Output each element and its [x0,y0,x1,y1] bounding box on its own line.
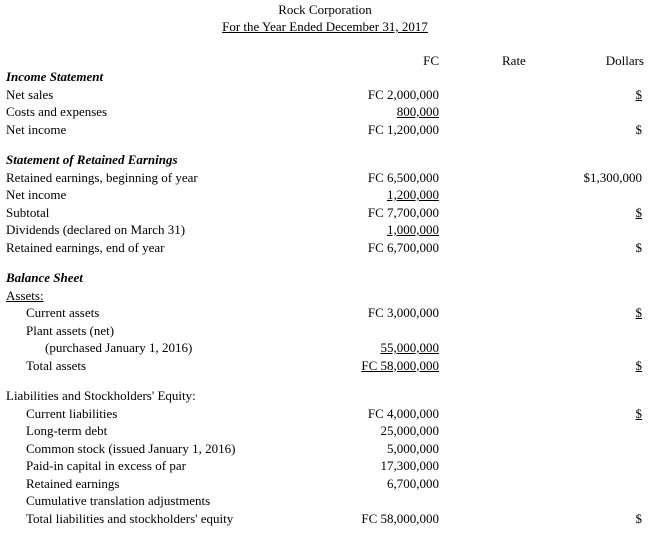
table-row [0,405,650,423]
column-header-fc: FC [423,53,439,68]
dollars-value: $ [635,305,642,320]
dollars-value: $ [635,510,642,526]
table-row [0,204,650,222]
table-row [0,475,650,493]
dollars-value: $1,300,000 [583,169,642,185]
row-label: Current assets [26,305,100,320]
table-row [0,492,650,510]
row-label: Net sales [6,86,54,102]
row-label: Plant assets (net) [26,322,115,338]
dollars-value: $ [635,357,642,373]
fc-value: FC 58,000,000 [361,510,439,526]
retained-earnings-heading: Statement of Retained Earnings [6,152,178,167]
balance-sheet-heading: Balance Sheet [6,270,83,285]
row-label: Total assets [26,357,87,373]
row-label: Net income [6,187,67,202]
table-row [0,169,650,187]
dollars-value: $ [635,405,642,421]
income-statement-heading: Income Statement [6,69,104,84]
row-label: Paid-in capital in excess of par [26,458,186,473]
fc-value: FC 3,000,000 [367,305,439,320]
fc-value: 800,000 [396,104,439,119]
table-row [0,103,650,121]
table-row [0,339,650,357]
table-row [0,86,650,104]
fc-value: 17,300,000 [380,458,439,473]
row-label: (purchased January 1, 2016) [45,340,193,355]
row-label: Retained earnings [26,475,120,491]
row-label: Costs and expenses [6,104,108,119]
balance-sheet-section [0,269,650,374]
fc-value: FC 6,700,000 [367,239,439,255]
row-label: Current liabilities [26,405,118,421]
table-row [0,357,650,375]
table-row [0,457,650,475]
table-row [0,510,650,528]
table-row [0,440,650,458]
fc-value: 6,700,000 [387,475,439,491]
liabilities-equity-label: Liabilities and Stockholders' Equity: [6,388,196,403]
table-row [0,304,650,322]
fc-value: FC 1,200,000 [367,121,439,137]
row-label: Cumulative translation adjustments [26,493,211,508]
row-label: Dividends (declared on March 31) [6,222,186,237]
column-header-rate: Rate [502,53,526,68]
fc-value: 55,000,000 [380,340,439,355]
statement-period [0,18,650,35]
table-row [0,239,650,257]
fc-value: FC 58,000,000 [361,357,439,373]
fc-value: FC 4,000,000 [367,405,439,421]
table-row [0,221,650,239]
table-row [0,422,650,440]
fc-value: 5,000,000 [387,440,439,456]
table-row [0,322,650,340]
row-label: Long-term debt [26,423,108,438]
row-label: Retained earnings, beginning of year [6,169,198,185]
row-label: Subtotal [6,204,50,220]
dollars-value: $ [635,86,642,102]
company-name: Rock Corporation [278,2,372,17]
fc-value: FC 2,000,000 [367,86,439,102]
row-label: Total liabilities and stockholders' equity [26,510,234,526]
row-label: Retained earnings, end of year [6,239,165,255]
row-label: Common stock (issued January 1, 2016) [26,440,236,456]
dollars-value: $ [635,121,642,137]
fc-value: FC 7,700,000 [367,204,439,220]
statement-period-text: For the Year Ended December 31, 2017 [222,19,428,34]
fc-value: 1,000,000 [387,222,439,237]
row-label: Net income [6,121,67,137]
liabilities-section [0,387,650,527]
column-header-dollars: Dollars [605,53,644,68]
dollars-value: $ [635,204,642,220]
assets-label: Assets: [6,287,44,303]
income-statement-section [0,68,650,138]
table-row [0,121,650,139]
fc-value: 25,000,000 [380,423,439,438]
fc-value: 1,200,000 [387,187,439,202]
table-row [0,186,650,204]
retained-earnings-section [0,151,650,256]
dollars-value: $ [635,239,642,255]
fc-value: FC 6,500,000 [367,169,439,185]
